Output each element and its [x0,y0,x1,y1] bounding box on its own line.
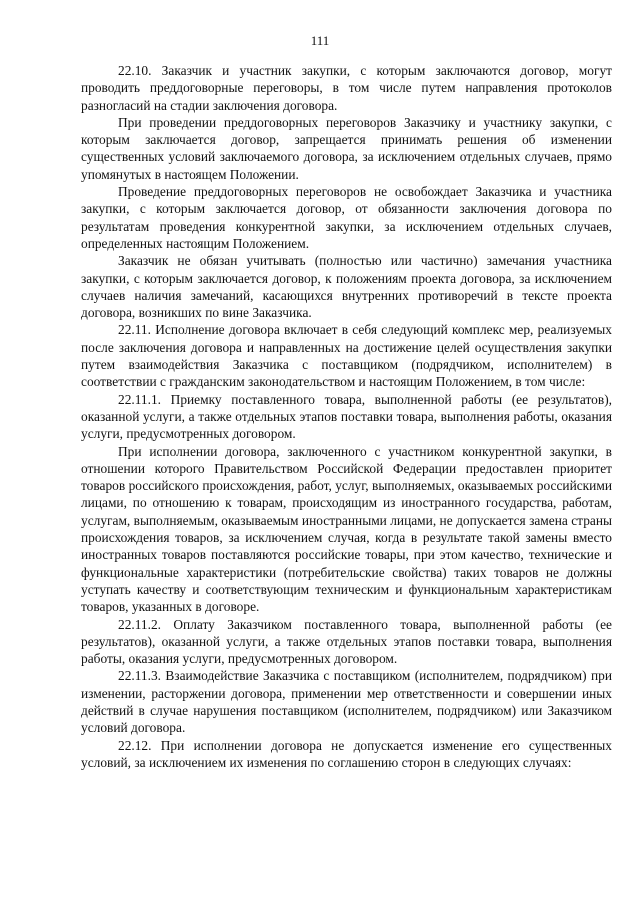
paragraph-negotiations-restriction: При проведении преддоговорных переговоров Заказчику и участнику закупки, с которым заключается договор, запрещается принимать решения об изменении существенных условий заключаемого договора, за исключением отдельных случаев, прямо упомянутых в настоящем Положении. [81,114,612,182]
paragraph-22-10: 22.10. Заказчик и участник закупки, с которым заключаются договор, могут проводить преддоговорные переговоры, в том числе путем направления протоколов разногласий на стадии заключения договора. [81,63,612,113]
paragraph-22-11-2: 22.11.2. Оплату Заказчиком поставленного товара, выполненной работы (ее результатов), оказанной услуги, а также отдельных этапов поставки товара, выполнения работы, оказания услуги, предусмотренных договором. [81,616,612,667]
paragraph-negotiations-obligation: Проведение преддоговорных переговоров не освобождает Заказчика и участника закупки, с которым заключается договор, от обязанности заключения договора по результатам проведения конкурентной закупки, за исключением отдельных случаев, определенных настоящим Положением. [81,184,612,251]
paragraph-remarks: Заказчик не обязан учитывать (полностью или частично) замечания участника закупки, с которым заключается договор, к положениям проекта договора, за исключением случаев наличия замечаний, касающихся внутренних противоречий в тексте проекта договора, возникших по вине Заказчика. [81,253,612,321]
document-body [81,62,612,771]
paragraph-22-11-1: 22.11.1. Приемку поставленного товара, выполненной работы (ее результатов), оказанной услуги, а также отдельных этапов поставки товара, выполнения работы, оказания услуги, предусмотренных договором. [81,391,612,442]
page-number: 111 [310,33,330,48]
paragraph-22-12: 22.12. При исполнении договора не допускается изменение его существенных условий, за исключением их изменения по соглашению сторон в следующих случаях: [81,737,612,770]
paragraph-22-11: 22.11. Исполнение договора включает в себя следующий комплекс мер, реализуемых после заключения договора и направленных на достижение целей осуществления закупки путем взаимодействия Заказчика с поставщиком (подрядчиком, исполнителем) в соответствии с гражданским законодательством и настоящим Положением, в том числе: [81,322,612,390]
paragraph-22-11-3: 22.11.3. Взаимодействие Заказчика с поставщиком (исполнителем, подрядчиком) при изменении, расторжении договора, применении мер ответственности и совершении иных действий в случае нарушения поставщиком (исполнителем, подрядчиком) или Заказчиком условий договора. [81,668,612,736]
paragraph-priority-goods: При исполнении договора, заключенного с участником конкурентной закупки, в отношении которого Правительством Российской Федерации предоставлен приоритет товаров российского происхождения, работ, услуг, выполняемых, оказываемых российскими лицами, по отношению к товарам, происходящим из иностранного государства, работам, услугам, выполняемым, оказываемым иностранными лицами, не допускается замена страны происхождения товаров, за исключением случая, когда в результате такой замены вместо иностранных товаров поставляются российские товары, при этом качество, технические и функциональные характеристики (потребительские свойства) таких товаров не должны уступать качеству и соответствующим техническим и функциональным характеристикам товаров, указанных в договоре. [81,443,612,615]
